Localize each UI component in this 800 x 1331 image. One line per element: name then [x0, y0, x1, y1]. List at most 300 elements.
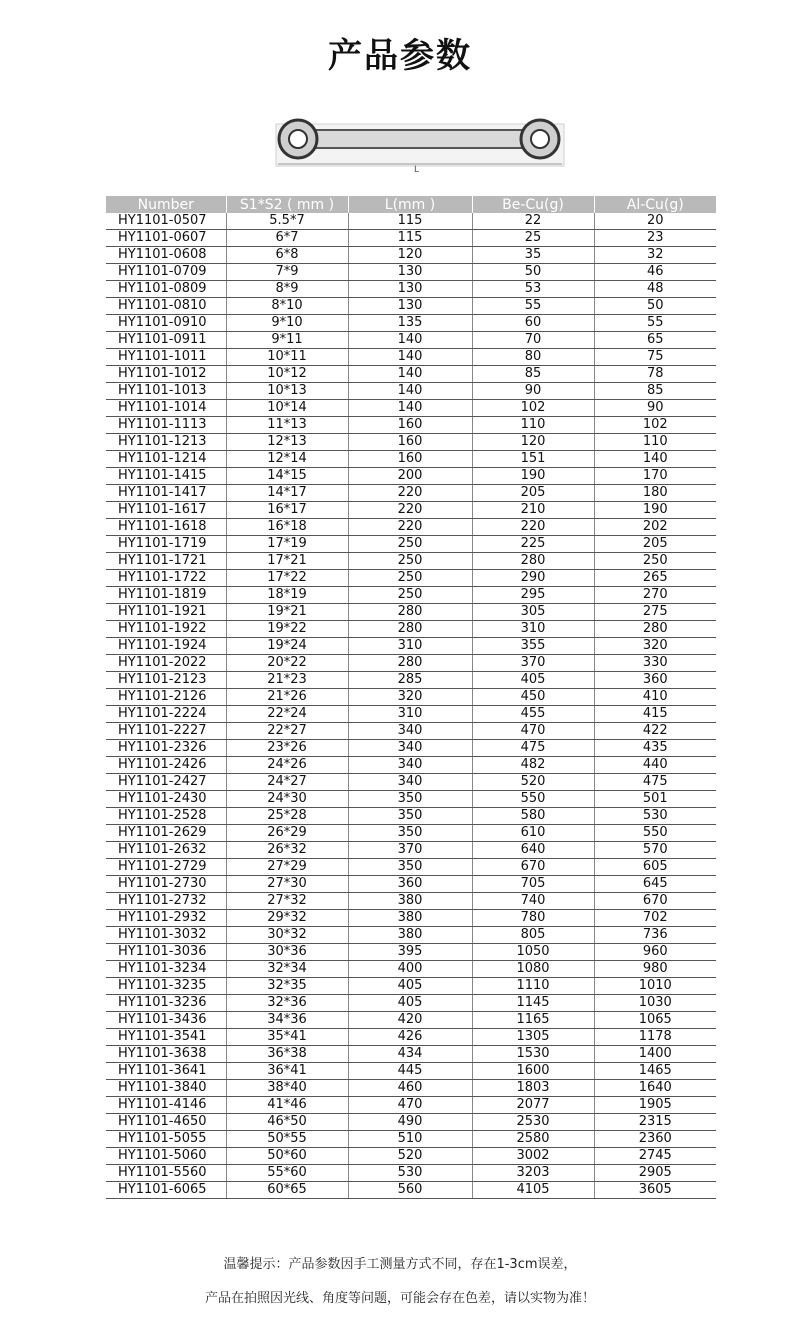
table-cell: HY1101-5060 — [106, 1148, 226, 1165]
double-ring-wrench-icon — [274, 114, 566, 176]
column-header: S1*S2 ( mm ) — [226, 196, 348, 213]
table-cell: 170 — [594, 468, 716, 485]
table-cell: 490 — [348, 1114, 472, 1131]
table-row — [106, 621, 716, 638]
table-cell: 310 — [348, 638, 472, 655]
table-cell: 78 — [594, 366, 716, 383]
table-row — [106, 587, 716, 604]
table-cell: 17*22 — [226, 570, 348, 587]
table-row — [106, 468, 716, 485]
table-cell: 12*14 — [226, 451, 348, 468]
table-cell: 140 — [594, 451, 716, 468]
page-title: 产品参数 — [328, 36, 472, 76]
table-cell: 10*11 — [226, 349, 348, 366]
table-cell: 25 — [472, 230, 594, 247]
table-cell: 48 — [594, 281, 716, 298]
table-row — [106, 944, 716, 961]
table-cell: HY1101-2427 — [106, 774, 226, 791]
table-cell: 24*27 — [226, 774, 348, 791]
table-cell: 980 — [594, 961, 716, 978]
table-cell: 3203 — [472, 1165, 594, 1182]
table-cell: 702 — [594, 910, 716, 927]
table-row — [106, 1046, 716, 1063]
table-cell: 26*32 — [226, 842, 348, 859]
table-cell: HY1101-1924 — [106, 638, 226, 655]
table-cell: 102 — [594, 417, 716, 434]
table-cell: 530 — [348, 1165, 472, 1182]
column-header: Al-Cu(g) — [594, 196, 716, 213]
table-cell: 140 — [348, 383, 472, 400]
table-row — [106, 1080, 716, 1097]
table-cell: 55 — [594, 315, 716, 332]
table-cell: 1465 — [594, 1063, 716, 1080]
table-cell: 370 — [348, 842, 472, 859]
table-cell: 55*60 — [226, 1165, 348, 1182]
table-cell: 530 — [594, 808, 716, 825]
table-cell: HY1101-0810 — [106, 298, 226, 315]
table-cell: HY1101-3234 — [106, 961, 226, 978]
table-cell: 2580 — [472, 1131, 594, 1148]
table-cell: 19*22 — [226, 621, 348, 638]
table-cell: HY1101-2732 — [106, 893, 226, 910]
table-cell: HY1101-3436 — [106, 1012, 226, 1029]
table-cell: HY1101-5055 — [106, 1131, 226, 1148]
table-cell: 2905 — [594, 1165, 716, 1182]
table-row — [106, 383, 716, 400]
table-cell: 250 — [594, 553, 716, 570]
table-cell: 350 — [348, 825, 472, 842]
table-cell: HY1101-2022 — [106, 655, 226, 672]
table-cell: 2077 — [472, 1097, 594, 1114]
table-cell: 25*28 — [226, 808, 348, 825]
table-row — [106, 264, 716, 281]
table-cell: 360 — [594, 672, 716, 689]
table-cell: 20*22 — [226, 655, 348, 672]
table-cell: 295 — [472, 587, 594, 604]
table-cell: 210 — [472, 502, 594, 519]
table-cell: HY1101-2430 — [106, 791, 226, 808]
table-row — [106, 1182, 716, 1199]
table-cell: HY1101-3638 — [106, 1046, 226, 1063]
table-cell: 320 — [348, 689, 472, 706]
table-cell: HY1101-0911 — [106, 332, 226, 349]
table-cell: 30*36 — [226, 944, 348, 961]
column-header: Be-Cu(g) — [472, 196, 594, 213]
table-row — [106, 961, 716, 978]
table-row — [106, 825, 716, 842]
table-cell: 445 — [348, 1063, 472, 1080]
table-cell: 280 — [348, 604, 472, 621]
table-cell: 17*19 — [226, 536, 348, 553]
table-cell: 23*26 — [226, 740, 348, 757]
table-cell: HY1101-0709 — [106, 264, 226, 281]
table-cell: 470 — [472, 723, 594, 740]
table-cell: 200 — [348, 468, 472, 485]
table-cell: HY1101-1819 — [106, 587, 226, 604]
table-cell: HY1101-1721 — [106, 553, 226, 570]
note-color-difference: 产品在拍照因光线、角度等问题，可能会存在色差，请以实物为准！ — [204, 1291, 595, 1306]
table-cell: 140 — [348, 349, 472, 366]
table-cell: 29*32 — [226, 910, 348, 927]
table-cell: 250 — [348, 587, 472, 604]
table-cell: 180 — [594, 485, 716, 502]
table-cell: 422 — [594, 723, 716, 740]
table-row — [106, 417, 716, 434]
table-cell: 220 — [348, 502, 472, 519]
table-cell: 670 — [472, 859, 594, 876]
table-row — [106, 672, 716, 689]
table-cell: 130 — [348, 298, 472, 315]
table-cell: 102 — [472, 400, 594, 417]
table-row — [106, 638, 716, 655]
table-row — [106, 298, 716, 315]
table-cell: 21*23 — [226, 672, 348, 689]
table-cell: 22 — [472, 213, 594, 230]
table-cell: 640 — [472, 842, 594, 859]
table-cell: 160 — [348, 451, 472, 468]
table-cell: HY1101-2126 — [106, 689, 226, 706]
table-row — [106, 808, 716, 825]
table-cell: 140 — [348, 366, 472, 383]
table-cell: 220 — [348, 485, 472, 502]
table-cell: 115 — [348, 213, 472, 230]
table-cell: 3002 — [472, 1148, 594, 1165]
table-cell: 130 — [348, 281, 472, 298]
table-cell: HY1101-2632 — [106, 842, 226, 859]
table-cell: 135 — [348, 315, 472, 332]
table-cell: 11*13 — [226, 417, 348, 434]
table-cell: 10*12 — [226, 366, 348, 383]
table-cell: 9*11 — [226, 332, 348, 349]
table-cell: 160 — [348, 417, 472, 434]
table-cell: 20 — [594, 213, 716, 230]
table-cell: HY1101-4146 — [106, 1097, 226, 1114]
table-cell: 1178 — [594, 1029, 716, 1046]
table-cell: 6*8 — [226, 247, 348, 264]
table-cell: HY1101-2629 — [106, 825, 226, 842]
table-cell: 560 — [348, 1182, 472, 1199]
column-header: Number — [106, 196, 226, 213]
table-row — [106, 1148, 716, 1165]
table-cell: 5.5*7 — [226, 213, 348, 230]
table-cell: 340 — [348, 740, 472, 757]
table-cell: 501 — [594, 791, 716, 808]
table-cell: HY1101-1415 — [106, 468, 226, 485]
table-cell: 1030 — [594, 995, 716, 1012]
table-cell: 250 — [348, 570, 472, 587]
table-cell: 960 — [594, 944, 716, 961]
table-cell: 410 — [594, 689, 716, 706]
table-cell: 26*29 — [226, 825, 348, 842]
table-cell: 27*29 — [226, 859, 348, 876]
table-row — [106, 366, 716, 383]
table-cell: 22*27 — [226, 723, 348, 740]
table-row — [106, 570, 716, 587]
table-cell: HY1101-2528 — [106, 808, 226, 825]
table-row — [106, 281, 716, 298]
table-cell: 19*24 — [226, 638, 348, 655]
table-row — [106, 706, 716, 723]
table-row — [106, 502, 716, 519]
table-row — [106, 723, 716, 740]
table-cell: 405 — [348, 978, 472, 995]
table-row — [106, 315, 716, 332]
table-cell: HY1101-1012 — [106, 366, 226, 383]
table-cell: 470 — [348, 1097, 472, 1114]
table-cell: HY1101-0607 — [106, 230, 226, 247]
table-cell: 380 — [348, 893, 472, 910]
table-cell: 85 — [472, 366, 594, 383]
table-cell: 60*65 — [226, 1182, 348, 1199]
table-row — [106, 927, 716, 944]
table-cell: 340 — [348, 757, 472, 774]
table-cell: 151 — [472, 451, 594, 468]
table-cell: 205 — [472, 485, 594, 502]
table-row — [106, 1114, 716, 1131]
table-cell: 3605 — [594, 1182, 716, 1199]
table-cell: HY1101-0910 — [106, 315, 226, 332]
table-cell: 1400 — [594, 1046, 716, 1063]
table-cell: 450 — [472, 689, 594, 706]
table-cell: HY1101-2227 — [106, 723, 226, 740]
table-cell: 550 — [594, 825, 716, 842]
table-cell: HY1101-1922 — [106, 621, 226, 638]
table-cell: HY1101-1719 — [106, 536, 226, 553]
table-cell: 110 — [594, 434, 716, 451]
table-header-row — [106, 196, 716, 213]
table-cell: 280 — [472, 553, 594, 570]
table-cell: 140 — [348, 400, 472, 417]
table-cell: HY1101-2729 — [106, 859, 226, 876]
table-cell: 510 — [348, 1131, 472, 1148]
table-cell: 340 — [348, 774, 472, 791]
table-cell: 1110 — [472, 978, 594, 995]
table-cell: 8*9 — [226, 281, 348, 298]
column-header: L(mm ) — [348, 196, 472, 213]
table-cell: 32 — [594, 247, 716, 264]
table-cell: 455 — [472, 706, 594, 723]
table-cell: 10*14 — [226, 400, 348, 417]
table-cell: HY1101-1011 — [106, 349, 226, 366]
table-cell: 400 — [348, 961, 472, 978]
table-row — [106, 689, 716, 706]
table-row — [106, 1029, 716, 1046]
table-cell: 18*19 — [226, 587, 348, 604]
table-cell: 310 — [348, 706, 472, 723]
table-cell: 405 — [348, 995, 472, 1012]
table-cell: 350 — [348, 859, 472, 876]
table-cell: 736 — [594, 927, 716, 944]
table-row — [106, 740, 716, 757]
table-cell: 670 — [594, 893, 716, 910]
note-measurement-error: 温馨提示：产品参数因手工测量方式不同，存在1-3cm误差， — [223, 1257, 577, 1272]
table-cell: HY1101-0809 — [106, 281, 226, 298]
table-cell: 16*17 — [226, 502, 348, 519]
table-cell: 36*38 — [226, 1046, 348, 1063]
table-cell: 202 — [594, 519, 716, 536]
table-cell: 16*18 — [226, 519, 348, 536]
table-cell: 225 — [472, 536, 594, 553]
table-row — [106, 1131, 716, 1148]
table-cell: 32*34 — [226, 961, 348, 978]
table-row — [106, 332, 716, 349]
table-cell: 1530 — [472, 1046, 594, 1063]
table-cell: 1600 — [472, 1063, 594, 1080]
table-cell: 90 — [594, 400, 716, 417]
table-cell: 220 — [472, 519, 594, 536]
table-cell: 24*30 — [226, 791, 348, 808]
table-row — [106, 893, 716, 910]
table-row — [106, 213, 716, 230]
table-cell: 280 — [348, 655, 472, 672]
table-cell: HY1101-0608 — [106, 247, 226, 264]
table-cell: HY1101-4650 — [106, 1114, 226, 1131]
table-cell: 305 — [472, 604, 594, 621]
table-cell: 46 — [594, 264, 716, 281]
table-cell: 610 — [472, 825, 594, 842]
table-cell: 35*41 — [226, 1029, 348, 1046]
table-cell: 46*50 — [226, 1114, 348, 1131]
table-cell: 805 — [472, 927, 594, 944]
table-cell: 120 — [472, 434, 594, 451]
table-cell: HY1101-1617 — [106, 502, 226, 519]
table-cell: 250 — [348, 536, 472, 553]
table-cell: 75 — [594, 349, 716, 366]
table-cell: 7*9 — [226, 264, 348, 281]
table-cell: 50 — [594, 298, 716, 315]
table-cell: 310 — [472, 621, 594, 638]
table-cell: 34*36 — [226, 1012, 348, 1029]
table-cell: 21*26 — [226, 689, 348, 706]
table-cell: HY1101-3541 — [106, 1029, 226, 1046]
table-cell: 1145 — [472, 995, 594, 1012]
table-cell: 14*15 — [226, 468, 348, 485]
table-cell: 434 — [348, 1046, 472, 1063]
table-cell: 1010 — [594, 978, 716, 995]
table-row — [106, 247, 716, 264]
table-cell: 440 — [594, 757, 716, 774]
table-cell: 435 — [594, 740, 716, 757]
table-cell: 350 — [348, 791, 472, 808]
table-cell: HY1101-3641 — [106, 1063, 226, 1080]
table-cell: HY1101-2326 — [106, 740, 226, 757]
table-cell: 6*7 — [226, 230, 348, 247]
table-row — [106, 1097, 716, 1114]
table-row — [106, 1165, 716, 1182]
table-cell: 1640 — [594, 1080, 716, 1097]
table-cell: 70 — [472, 332, 594, 349]
diagram-length-label: L — [414, 165, 420, 175]
table-cell: 220 — [348, 519, 472, 536]
table-cell: 53 — [472, 281, 594, 298]
table-cell: 405 — [472, 672, 594, 689]
table-cell: 4105 — [472, 1182, 594, 1199]
table-cell: 32*36 — [226, 995, 348, 1012]
table-cell: 60 — [472, 315, 594, 332]
table-cell: 35 — [472, 247, 594, 264]
table-cell: 10*13 — [226, 383, 348, 400]
table-cell: 550 — [472, 791, 594, 808]
table-cell: 140 — [348, 332, 472, 349]
table-cell: 475 — [472, 740, 594, 757]
table-cell: HY1101-1214 — [106, 451, 226, 468]
table-cell: 275 — [594, 604, 716, 621]
table-cell: 1803 — [472, 1080, 594, 1097]
table-row — [106, 349, 716, 366]
table-cell: 50*55 — [226, 1131, 348, 1148]
table-cell: HY1101-2932 — [106, 910, 226, 927]
table-cell: 17*21 — [226, 553, 348, 570]
table-cell: 380 — [348, 910, 472, 927]
table-cell: 360 — [348, 876, 472, 893]
table-cell: HY1101-2224 — [106, 706, 226, 723]
table-cell: HY1101-1722 — [106, 570, 226, 587]
table-cell: 340 — [348, 723, 472, 740]
table-cell: HY1101-1618 — [106, 519, 226, 536]
table-row — [106, 791, 716, 808]
table-row — [106, 995, 716, 1012]
table-cell: 1165 — [472, 1012, 594, 1029]
table-cell: 1065 — [594, 1012, 716, 1029]
table-cell: 9*10 — [226, 315, 348, 332]
table-cell: 415 — [594, 706, 716, 723]
table-cell: 320 — [594, 638, 716, 655]
table-cell: 520 — [348, 1148, 472, 1165]
table-row — [106, 604, 716, 621]
table-cell: 205 — [594, 536, 716, 553]
table-row — [106, 434, 716, 451]
table-cell: HY1101-1213 — [106, 434, 226, 451]
table-cell: HY1101-2730 — [106, 876, 226, 893]
table-cell: 1905 — [594, 1097, 716, 1114]
table-cell: 1050 — [472, 944, 594, 961]
table-cell: HY1101-3036 — [106, 944, 226, 961]
table-cell: 426 — [348, 1029, 472, 1046]
table-cell: 120 — [348, 247, 472, 264]
table-cell: 270 — [594, 587, 716, 604]
table-cell: 330 — [594, 655, 716, 672]
table-cell: 22*24 — [226, 706, 348, 723]
table-cell: 740 — [472, 893, 594, 910]
table-cell: 370 — [472, 655, 594, 672]
table-cell: 290 — [472, 570, 594, 587]
table-cell: 380 — [348, 927, 472, 944]
table-cell: 27*32 — [226, 893, 348, 910]
table-row — [106, 519, 716, 536]
table-cell: HY1101-1013 — [106, 383, 226, 400]
table-cell: 1305 — [472, 1029, 594, 1046]
table-cell: 705 — [472, 876, 594, 893]
parameter-table — [106, 196, 716, 1199]
table-row — [106, 910, 716, 927]
table-cell: HY1101-1014 — [106, 400, 226, 417]
table-cell: 280 — [594, 621, 716, 638]
table-cell: 645 — [594, 876, 716, 893]
table-cell: HY1101-3236 — [106, 995, 226, 1012]
table-cell: HY1101-1113 — [106, 417, 226, 434]
table-cell: 355 — [472, 638, 594, 655]
table-cell: HY1101-3235 — [106, 978, 226, 995]
table-cell: 190 — [594, 502, 716, 519]
table-cell: 280 — [348, 621, 472, 638]
table-cell: 520 — [472, 774, 594, 791]
table-cell: 475 — [594, 774, 716, 791]
table-cell: HY1101-1417 — [106, 485, 226, 502]
table-cell: 130 — [348, 264, 472, 281]
table-cell: 65 — [594, 332, 716, 349]
table-cell: HY1101-2426 — [106, 757, 226, 774]
table-cell: 460 — [348, 1080, 472, 1097]
